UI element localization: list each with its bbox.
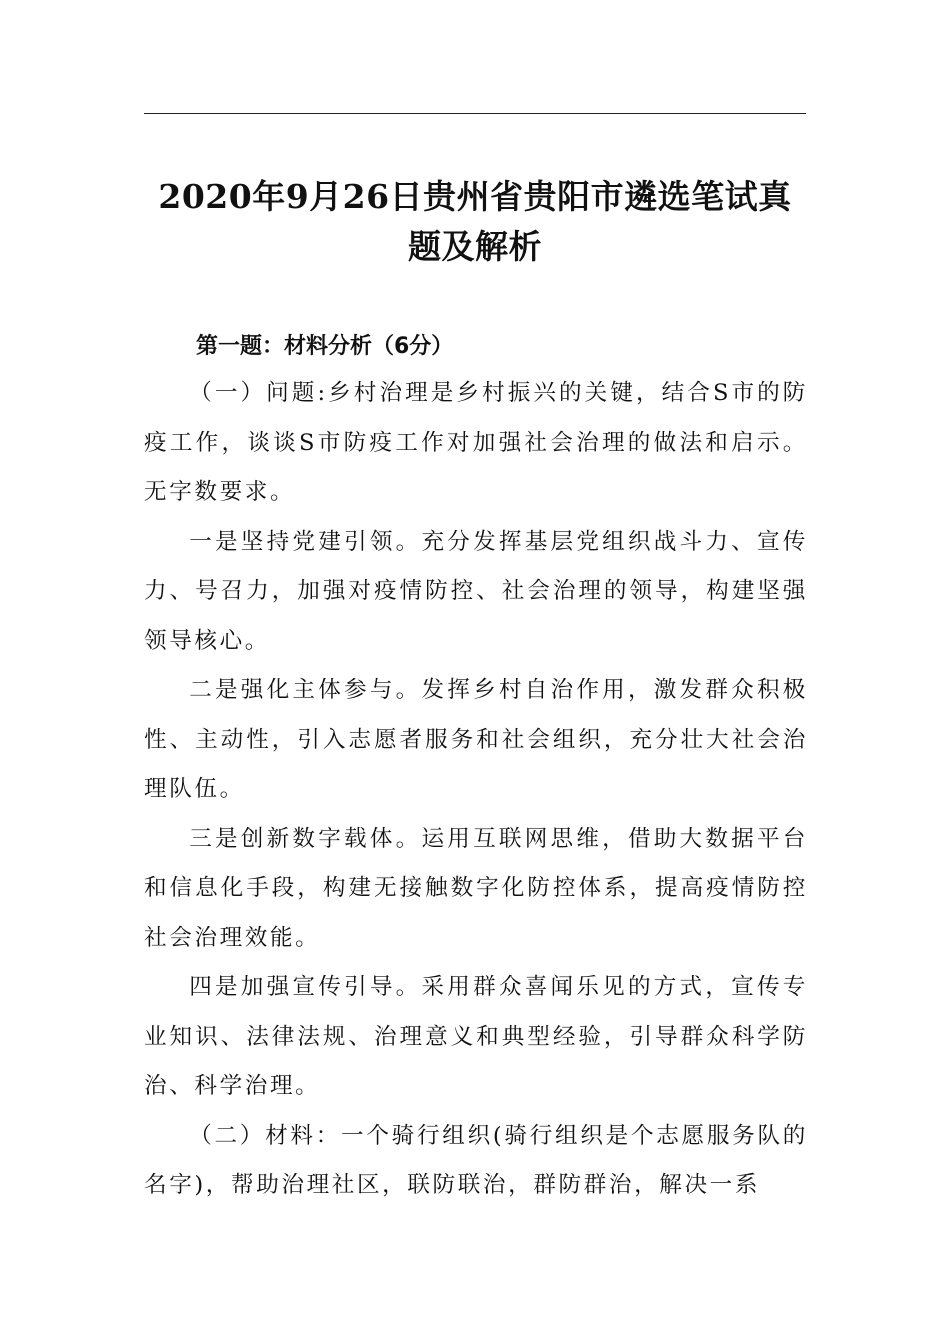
answer-point-2: 二是强化主体参与。发挥乡村自治作用，激发群众积极性、主动性，引入志愿者服务和社会组织，充分壮大社会治理队伍。	[144, 677, 808, 802]
question-paragraph: （一）问题:乡村治理是乡村振兴的关键，结合S市的防疫工作，谈谈S市防疫工作对加强社会治理的做法和启示。无字数要求。	[144, 380, 808, 505]
document-title: 2020年9月26日贵州省贵阳市遴选笔试真题及解析	[158, 177, 792, 266]
section-heading: 第一题：材料分析（6分）	[196, 334, 454, 359]
answer-point-4: 四是加强宣传引导。采用群众喜闻乐见的方式，宣传专业知识、法律法规、治理意义和典型经验，引导群众科学防治、科学治理。	[144, 974, 808, 1099]
answer-point-1: 一是坚持党建引领。充分发挥基层党组织战斗力、宣传力、号召力，加强对疫情防控、社会治理的领导，构建坚强领导核心。	[144, 528, 808, 654]
document-body	[144, 369, 808, 1211]
answer-point-3: 三是创新数字载体。运用互联网思维，借助大数据平台和信息化手段，构建无接触数字化防控体系，提高疫情防控社会治理效能。	[144, 825, 808, 951]
material-paragraph: （二）材料：一个骑行组织(骑行组织是个志愿服务队的名字)，帮助治理社区，联防联治，群防群治，解决一系	[144, 1122, 808, 1198]
header-rule	[144, 113, 806, 114]
